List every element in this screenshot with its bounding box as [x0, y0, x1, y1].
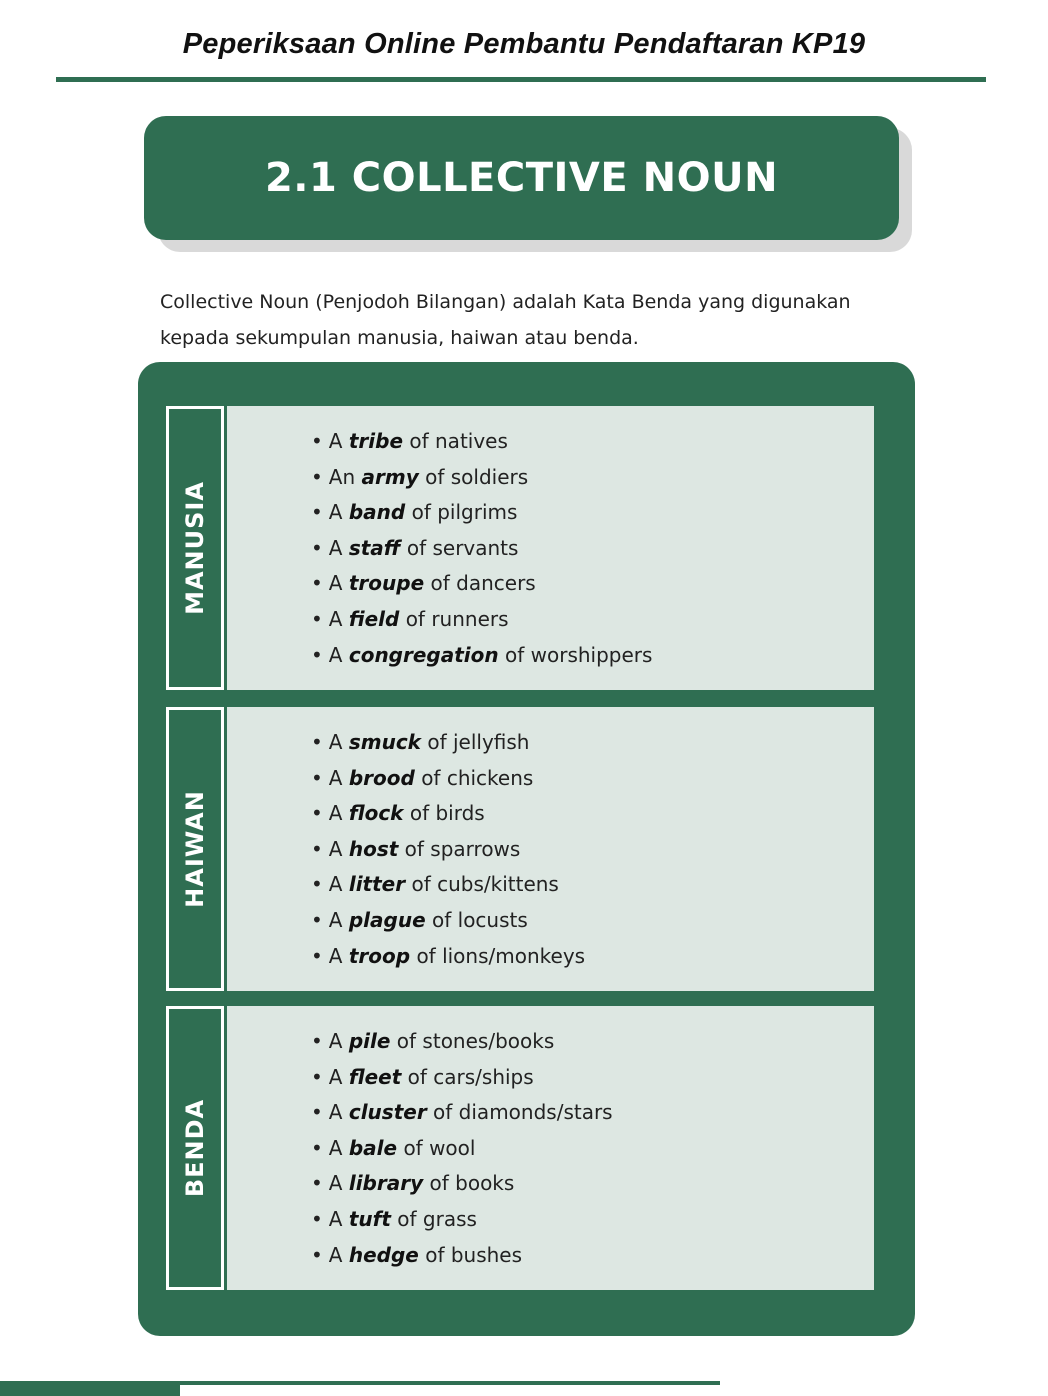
list-box-benda	[227, 1006, 874, 1290]
list-item: • A fleet of cars/ships	[311, 1060, 613, 1096]
list-item: • A brood of chickens	[311, 761, 585, 797]
list-box-haiwan	[227, 707, 874, 991]
section-manusia	[166, 406, 874, 690]
list-item: • A field of runners	[311, 602, 652, 638]
noun-list-manusia	[311, 424, 652, 673]
list-item: • A bale of wool	[311, 1131, 613, 1167]
list-item: • A tribe of natives	[311, 424, 652, 460]
list-item: • A staff of servants	[311, 531, 652, 567]
side-tab-manusia	[166, 406, 224, 690]
section-title: 2.1 COLLECTIVE NOUN	[264, 155, 779, 201]
list-item: • A plague of locusts	[311, 903, 585, 939]
intro-line-1: Collective Noun (Penjodoh Bilangan) adalah Kata Benda yang digunakan	[160, 291, 851, 313]
list-item: • A tuft of grass	[311, 1202, 613, 1238]
list-item: • A flock of birds	[311, 796, 585, 832]
section-haiwan	[166, 707, 874, 991]
side-label-benda: BENDA	[181, 1098, 209, 1198]
document-header: Peperiksaan Online Pembantu Pendaftaran KP19	[182, 28, 866, 60]
section-title-box	[144, 116, 899, 240]
footer-block	[0, 1385, 180, 1396]
list-item: • A library of books	[311, 1166, 613, 1202]
noun-list-benda	[311, 1024, 613, 1273]
side-tab-benda	[166, 1006, 224, 1290]
list-item: • A troupe of dancers	[311, 566, 652, 602]
header-divider	[56, 77, 986, 82]
list-item: • A troop of lions/monkeys	[311, 939, 585, 975]
list-item: • A band of pilgrims	[311, 495, 652, 531]
side-label-manusia: MANUSIA	[181, 481, 209, 615]
side-tab-haiwan	[166, 707, 224, 991]
list-item: • An army of soldiers	[311, 460, 652, 496]
side-label-haiwan: HAIWAN	[181, 790, 209, 908]
list-box-manusia	[227, 406, 874, 690]
list-item: • A host of sparrows	[311, 832, 585, 868]
list-item: • A hedge of bushes	[311, 1238, 613, 1274]
list-item: • A smuck of jellyfish	[311, 725, 585, 761]
list-item: • A litter of cubs/kittens	[311, 867, 585, 903]
intro-line-2: kepada sekumpulan manusia, haiwan atau benda.	[160, 327, 639, 349]
noun-list-haiwan	[311, 725, 585, 974]
list-item: • A cluster of diamonds/stars	[311, 1095, 613, 1131]
section-benda	[166, 1006, 874, 1290]
list-item: • A pile of stones/books	[311, 1024, 613, 1060]
list-item: • A congregation of worshippers	[311, 638, 652, 674]
collective-noun-panel	[138, 362, 915, 1336]
intro-paragraph	[160, 284, 920, 356]
